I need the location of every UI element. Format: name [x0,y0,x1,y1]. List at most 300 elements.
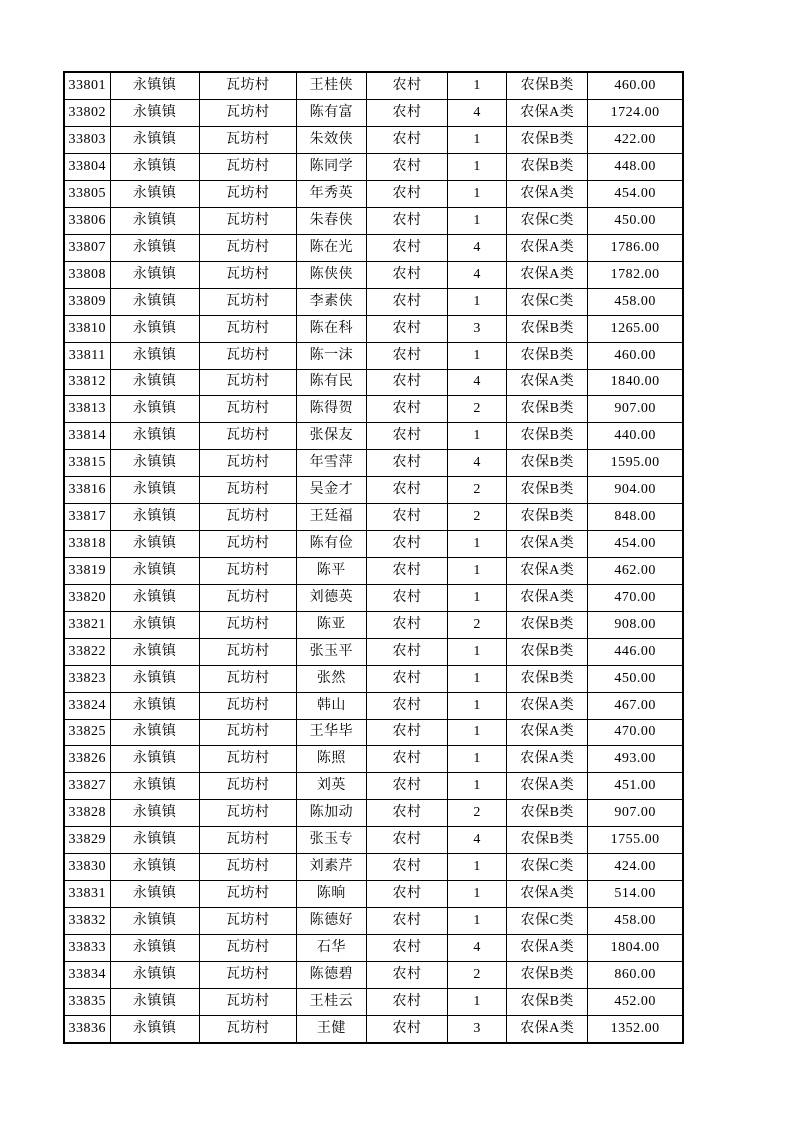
amount-cell: 460.00 [588,72,683,100]
household-type-cell: 农村 [366,827,447,854]
village-cell: 瓦坊村 [199,477,296,504]
table-row [64,181,683,208]
village-cell: 瓦坊村 [199,154,296,181]
id-cell: 33817 [64,504,110,531]
household-type-cell: 农村 [366,127,447,154]
id-cell: 33822 [64,638,110,665]
household-type-cell: 农村 [366,208,447,235]
id-cell: 33803 [64,127,110,154]
id-cell: 33824 [64,692,110,719]
name-cell: 张玉专 [296,827,366,854]
household-type-cell: 农村 [366,450,447,477]
id-cell: 33836 [64,1015,110,1043]
category-cell: 农保A类 [507,1015,588,1043]
village-cell: 瓦坊村 [199,423,296,450]
id-cell: 33805 [64,181,110,208]
count-cell: 3 [448,1015,507,1043]
category-cell: 农保A类 [507,934,588,961]
village-cell: 瓦坊村 [199,504,296,531]
amount-cell: 470.00 [588,719,683,746]
household-type-cell: 农村 [366,773,447,800]
count-cell: 1 [448,638,507,665]
name-cell: 王健 [296,1015,366,1043]
id-cell: 33812 [64,369,110,396]
id-cell: 33816 [64,477,110,504]
count-cell: 1 [448,423,507,450]
household-type-cell: 农村 [366,719,447,746]
count-cell: 1 [448,208,507,235]
count-cell: 1 [448,988,507,1015]
category-cell: 农保B类 [507,961,588,988]
name-cell: 年秀英 [296,181,366,208]
name-cell: 陈一沫 [296,342,366,369]
count-cell: 1 [448,154,507,181]
amount-cell: 446.00 [588,638,683,665]
table-row [64,396,683,423]
name-cell: 刘素芹 [296,854,366,881]
village-cell: 瓦坊村 [199,988,296,1015]
category-cell: 农保B类 [507,504,588,531]
village-cell: 瓦坊村 [199,800,296,827]
table-row [64,692,683,719]
village-cell: 瓦坊村 [199,181,296,208]
village-cell: 瓦坊村 [199,1015,296,1043]
category-cell: 农保B类 [507,127,588,154]
table-row [64,208,683,235]
amount-cell: 448.00 [588,154,683,181]
village-cell: 瓦坊村 [199,72,296,100]
village-cell: 瓦坊村 [199,665,296,692]
household-type-cell: 农村 [366,477,447,504]
category-cell: 农保A类 [507,773,588,800]
count-cell: 2 [448,504,507,531]
amount-cell: 422.00 [588,127,683,154]
name-cell: 韩山 [296,692,366,719]
count-cell: 1 [448,584,507,611]
amount-cell: 458.00 [588,288,683,315]
category-cell: 农保C类 [507,907,588,934]
id-cell: 33815 [64,450,110,477]
category-cell: 农保C类 [507,208,588,235]
amount-cell: 460.00 [588,342,683,369]
amount-cell: 424.00 [588,854,683,881]
count-cell: 2 [448,611,507,638]
count-cell: 1 [448,907,507,934]
count-cell: 1 [448,127,507,154]
category-cell: 农保A类 [507,881,588,908]
town-cell: 永镇镇 [110,504,199,531]
count-cell: 4 [448,261,507,288]
household-type-cell: 农村 [366,396,447,423]
amount-cell: 848.00 [588,504,683,531]
name-cell: 王廷福 [296,504,366,531]
village-cell: 瓦坊村 [199,881,296,908]
category-cell: 农保B类 [507,423,588,450]
amount-cell: 1782.00 [588,261,683,288]
amount-cell: 1352.00 [588,1015,683,1043]
count-cell: 1 [448,288,507,315]
id-cell: 33807 [64,234,110,261]
table-row [64,988,683,1015]
category-cell: 农保B类 [507,154,588,181]
amount-cell: 452.00 [588,988,683,1015]
village-cell: 瓦坊村 [199,773,296,800]
household-type-cell: 农村 [366,72,447,100]
village-cell: 瓦坊村 [199,261,296,288]
count-cell: 1 [448,342,507,369]
category-cell: 农保A类 [507,100,588,127]
amount-cell: 908.00 [588,611,683,638]
count-cell: 2 [448,396,507,423]
village-cell: 瓦坊村 [199,127,296,154]
name-cell: 王华毕 [296,719,366,746]
town-cell: 永镇镇 [110,208,199,235]
table-row [64,315,683,342]
village-cell: 瓦坊村 [199,934,296,961]
town-cell: 永镇镇 [110,611,199,638]
category-cell: 农保C类 [507,854,588,881]
town-cell: 永镇镇 [110,477,199,504]
id-cell: 33810 [64,315,110,342]
count-cell: 4 [448,450,507,477]
id-cell: 33806 [64,208,110,235]
household-type-cell: 农村 [366,315,447,342]
village-cell: 瓦坊村 [199,827,296,854]
category-cell: 农保A类 [507,234,588,261]
town-cell: 永镇镇 [110,665,199,692]
table-row [64,557,683,584]
town-cell: 永镇镇 [110,961,199,988]
id-cell: 33814 [64,423,110,450]
amount-cell: 470.00 [588,584,683,611]
village-cell: 瓦坊村 [199,961,296,988]
category-cell: 农保A类 [507,719,588,746]
count-cell: 1 [448,692,507,719]
town-cell: 永镇镇 [110,988,199,1015]
household-type-cell: 农村 [366,423,447,450]
household-type-cell: 农村 [366,557,447,584]
category-cell: 农保B类 [507,450,588,477]
id-cell: 33818 [64,531,110,558]
category-cell: 农保B类 [507,988,588,1015]
name-cell: 张玉平 [296,638,366,665]
id-cell: 33821 [64,611,110,638]
town-cell: 永镇镇 [110,288,199,315]
village-cell: 瓦坊村 [199,234,296,261]
table-row [64,531,683,558]
name-cell: 陈侠侠 [296,261,366,288]
amount-cell: 454.00 [588,181,683,208]
count-cell: 1 [448,665,507,692]
count-cell: 4 [448,934,507,961]
town-cell: 永镇镇 [110,907,199,934]
count-cell: 2 [448,800,507,827]
name-cell: 陈同学 [296,154,366,181]
table-row [64,961,683,988]
amount-cell: 907.00 [588,800,683,827]
count-cell: 4 [448,827,507,854]
town-cell: 永镇镇 [110,100,199,127]
table-row [64,800,683,827]
name-cell: 朱效侠 [296,127,366,154]
amount-cell: 514.00 [588,881,683,908]
name-cell: 陈德碧 [296,961,366,988]
category-cell: 农保A类 [507,369,588,396]
count-cell: 1 [448,557,507,584]
category-cell: 农保B类 [507,396,588,423]
table-row [64,234,683,261]
table-row [64,288,683,315]
town-cell: 永镇镇 [110,934,199,961]
id-cell: 33813 [64,396,110,423]
household-type-cell: 农村 [366,854,447,881]
household-type-cell: 农村 [366,800,447,827]
village-cell: 瓦坊村 [199,692,296,719]
table-row [64,369,683,396]
category-cell: 农保A类 [507,181,588,208]
household-type-cell: 农村 [366,369,447,396]
id-cell: 33802 [64,100,110,127]
category-cell: 农保A类 [507,531,588,558]
household-type-cell: 农村 [366,881,447,908]
table-row [64,72,683,100]
name-cell: 陈有俭 [296,531,366,558]
name-cell: 王桂侠 [296,72,366,100]
town-cell: 永镇镇 [110,584,199,611]
household-type-cell: 农村 [366,934,447,961]
table-row [64,881,683,908]
table-row [64,854,683,881]
amount-cell: 860.00 [588,961,683,988]
town-cell: 永镇镇 [110,181,199,208]
town-cell: 永镇镇 [110,557,199,584]
count-cell: 2 [448,961,507,988]
table-row [64,665,683,692]
name-cell: 陈德好 [296,907,366,934]
household-type-cell: 农村 [366,342,447,369]
name-cell: 朱春侠 [296,208,366,235]
category-cell: 农保B类 [507,72,588,100]
village-cell: 瓦坊村 [199,557,296,584]
name-cell: 陈晌 [296,881,366,908]
village-cell: 瓦坊村 [199,611,296,638]
town-cell: 永镇镇 [110,423,199,450]
name-cell: 陈在科 [296,315,366,342]
name-cell: 陈亚 [296,611,366,638]
id-cell: 33801 [64,72,110,100]
town-cell: 永镇镇 [110,315,199,342]
name-cell: 陈有民 [296,369,366,396]
household-type-cell: 农村 [366,961,447,988]
id-cell: 33826 [64,746,110,773]
category-cell: 农保A类 [507,692,588,719]
village-cell: 瓦坊村 [199,450,296,477]
name-cell: 李素侠 [296,288,366,315]
town-cell: 永镇镇 [110,369,199,396]
category-cell: 农保B类 [507,611,588,638]
town-cell: 永镇镇 [110,531,199,558]
table-row [64,611,683,638]
town-cell: 永镇镇 [110,881,199,908]
name-cell: 张保友 [296,423,366,450]
name-cell: 陈有富 [296,100,366,127]
amount-cell: 462.00 [588,557,683,584]
name-cell: 陈照 [296,746,366,773]
town-cell: 永镇镇 [110,234,199,261]
amount-cell: 458.00 [588,907,683,934]
table-row [64,450,683,477]
amount-cell: 1595.00 [588,450,683,477]
village-cell: 瓦坊村 [199,100,296,127]
category-cell: 农保B类 [507,315,588,342]
amount-cell: 1840.00 [588,369,683,396]
name-cell: 陈得贺 [296,396,366,423]
count-cell: 2 [448,477,507,504]
amount-cell: 440.00 [588,423,683,450]
name-cell: 王桂云 [296,988,366,1015]
household-type-cell: 农村 [366,288,447,315]
name-cell: 张然 [296,665,366,692]
table-row [64,719,683,746]
household-type-cell: 农村 [366,234,447,261]
category-cell: 农保A类 [507,557,588,584]
table-row [64,638,683,665]
table-row [64,154,683,181]
amount-cell: 1755.00 [588,827,683,854]
name-cell: 年雪萍 [296,450,366,477]
household-type-cell: 农村 [366,504,447,531]
town-cell: 永镇镇 [110,450,199,477]
name-cell: 石华 [296,934,366,961]
amount-cell: 454.00 [588,531,683,558]
table-row [64,584,683,611]
name-cell: 吴金才 [296,477,366,504]
table-row [64,773,683,800]
household-type-cell: 农村 [366,988,447,1015]
count-cell: 1 [448,719,507,746]
name-cell: 陈平 [296,557,366,584]
town-cell: 永镇镇 [110,746,199,773]
town-cell: 永镇镇 [110,127,199,154]
town-cell: 永镇镇 [110,261,199,288]
count-cell: 1 [448,531,507,558]
household-type-cell: 农村 [366,746,447,773]
amount-cell: 1804.00 [588,934,683,961]
amount-cell: 451.00 [588,773,683,800]
table-row [64,477,683,504]
household-type-cell: 农村 [366,638,447,665]
name-cell: 刘德英 [296,584,366,611]
id-cell: 33819 [64,557,110,584]
category-cell: 农保B类 [507,342,588,369]
category-cell: 农保A类 [507,261,588,288]
village-cell: 瓦坊村 [199,315,296,342]
town-cell: 永镇镇 [110,854,199,881]
count-cell: 4 [448,369,507,396]
town-cell: 永镇镇 [110,154,199,181]
amount-cell: 1265.00 [588,315,683,342]
id-cell: 33804 [64,154,110,181]
id-cell: 33823 [64,665,110,692]
table-row [64,907,683,934]
category-cell: 农保A类 [507,584,588,611]
id-cell: 33808 [64,261,110,288]
household-type-cell: 农村 [366,100,447,127]
table-row [64,827,683,854]
household-type-cell: 农村 [366,531,447,558]
village-cell: 瓦坊村 [199,396,296,423]
category-cell: 农保A类 [507,746,588,773]
id-cell: 33811 [64,342,110,369]
amount-cell: 904.00 [588,477,683,504]
id-cell: 33829 [64,827,110,854]
id-cell: 33835 [64,988,110,1015]
household-type-cell: 农村 [366,1015,447,1043]
village-cell: 瓦坊村 [199,746,296,773]
amount-cell: 907.00 [588,396,683,423]
id-cell: 33834 [64,961,110,988]
amount-cell: 1724.00 [588,100,683,127]
table-row [64,1015,683,1043]
count-cell: 4 [448,100,507,127]
id-cell: 33820 [64,584,110,611]
count-cell: 1 [448,854,507,881]
household-type-cell: 农村 [366,907,447,934]
id-cell: 33831 [64,881,110,908]
category-cell: 农保B类 [507,638,588,665]
benefits-table [63,71,684,1044]
village-cell: 瓦坊村 [199,369,296,396]
amount-cell: 450.00 [588,208,683,235]
village-cell: 瓦坊村 [199,854,296,881]
town-cell: 永镇镇 [110,72,199,100]
household-type-cell: 农村 [366,584,447,611]
table-row [64,746,683,773]
id-cell: 33830 [64,854,110,881]
count-cell: 1 [448,181,507,208]
table-row [64,423,683,450]
town-cell: 永镇镇 [110,396,199,423]
table-row [64,100,683,127]
village-cell: 瓦坊村 [199,531,296,558]
count-cell: 1 [448,746,507,773]
village-cell: 瓦坊村 [199,638,296,665]
town-cell: 永镇镇 [110,827,199,854]
household-type-cell: 农村 [366,154,447,181]
household-type-cell: 农村 [366,261,447,288]
village-cell: 瓦坊村 [199,907,296,934]
count-cell: 1 [448,773,507,800]
count-cell: 3 [448,315,507,342]
category-cell: 农保C类 [507,288,588,315]
name-cell: 陈加动 [296,800,366,827]
id-cell: 33809 [64,288,110,315]
village-cell: 瓦坊村 [199,288,296,315]
name-cell: 陈在光 [296,234,366,261]
name-cell: 刘英 [296,773,366,800]
town-cell: 永镇镇 [110,638,199,665]
category-cell: 农保B类 [507,665,588,692]
count-cell: 1 [448,881,507,908]
category-cell: 农保B类 [507,800,588,827]
id-cell: 33825 [64,719,110,746]
amount-cell: 450.00 [588,665,683,692]
town-cell: 永镇镇 [110,719,199,746]
household-type-cell: 农村 [366,665,447,692]
village-cell: 瓦坊村 [199,584,296,611]
table-row [64,127,683,154]
town-cell: 永镇镇 [110,800,199,827]
